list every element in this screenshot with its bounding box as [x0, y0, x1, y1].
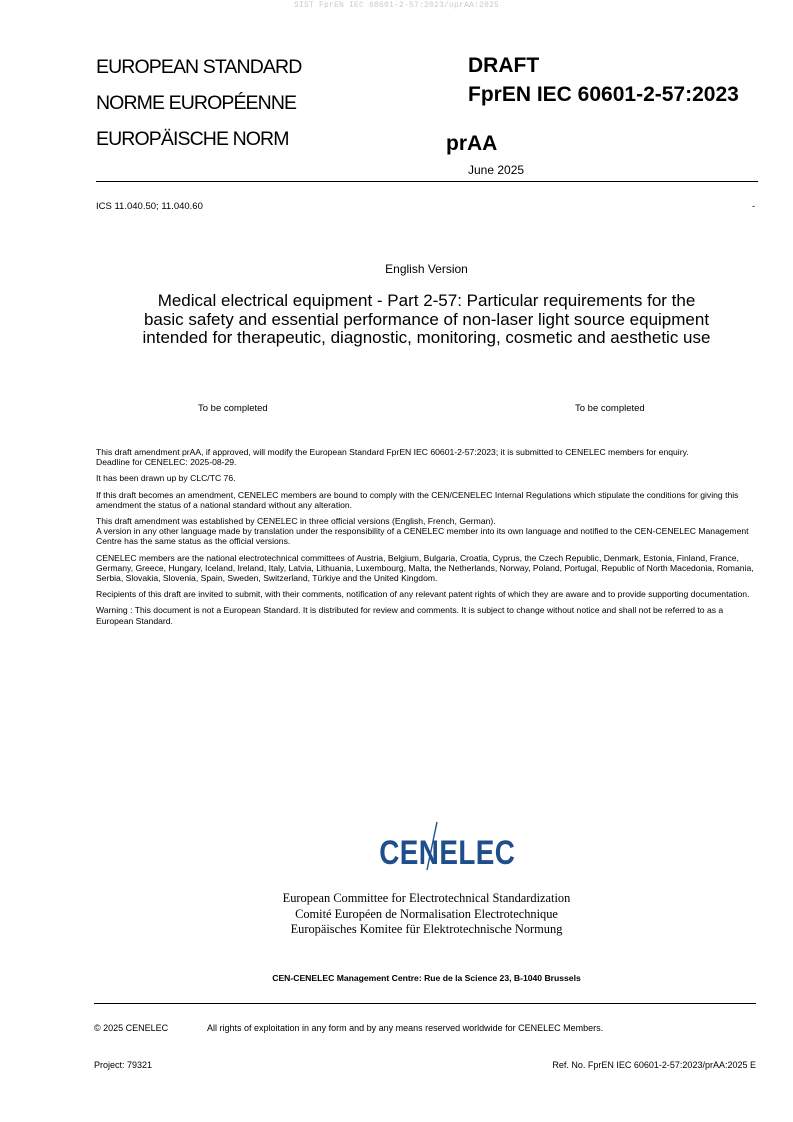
committee-name-german: Europäisches Komitee für Elektrotechnische Normung [290, 922, 563, 936]
paragraph-patents: Recipients of this draft are invited to submit, with their comments, notification of any relevant patent rights of which they are aware and to provide supporting documentation. [96, 589, 750, 600]
standard-name-english: EUROPEAN STANDARD [96, 56, 302, 78]
amendment-label: prAA [446, 132, 498, 155]
paragraph-submission [96, 447, 758, 467]
ics-codes: ICS 11.040.50; 11.040.60 [96, 201, 203, 212]
ics-right-marker: - [752, 201, 756, 212]
paragraph-versions [96, 516, 758, 547]
watermark: SIST FprEN IEC 60601-2-57:2023/oprAA:2025 [293, 1, 500, 10]
committee-name-french: Comité Européen de Normalisation Electrotechnique [295, 906, 558, 921]
paragraph-submission-text: This draft amendment prAA, if approved, will modify the European Standard FprEN IEC 60601-2-57:2023; it is submitted to CENELEC members for enquiry. [96, 447, 689, 457]
committee-names [0, 891, 793, 938]
paragraph-versions-official: This draft amendment was established by CENELEC in three official versions (English, French, German). [96, 516, 496, 527]
reference-number: Ref. No. FprEN IEC 60601-2-57:2023/prAA:2025 E [552, 1060, 756, 1070]
copyright: © 2025 CENELEC [94, 1023, 169, 1033]
standard-name-german: EUROPÄISCHE NORM [96, 128, 289, 150]
paragraph-regulations: If this draft becomes an amendment, CENELEC members are bound to comply with the CEN/CENELEC Internal Regulations which stipulate the conditions for giving this amendment the status of a national standard without any alteration. [96, 489, 739, 510]
project-number: Project: 79321 [94, 1060, 153, 1070]
header-divider [96, 181, 758, 182]
paragraph-committee: It has been drawn up by CLC/TC 76. [96, 473, 236, 484]
to-be-completed-right: To be completed [575, 403, 645, 414]
management-centre-address: CEN-CENELEC Management Centre: Rue de la Science 23, B-1040 Brussels [272, 973, 581, 983]
cenelec-logo [367, 820, 516, 872]
paragraph-deadline: Deadline for CENELEC: 2025-08-29. [96, 457, 237, 468]
paragraph-members: CENELEC members are the national electrotechnical committees of Austria, Belgium, Bulgaria, Croatia, Cyprus, the Czech Republic, Denmark, Estonia, Finland, France, Germany, Greece, Hungary, Iceland, Ireland, Italy, Latvia, Lithuania, Luxembourg, Malta, the Netherlands, Norway, Poland, Portugal, Republic of North Macedonia, Romania, Serbia, Slovakia, Slovenia, Spain, Sweden, Switzerland, Türkiye and the United Kingdom. [96, 552, 754, 584]
paragraph-versions-translation: A version in any other language made by translation under the responsibility of a CENELEC member into its own language and notified to the CEN-CENELEC Management Centre has the same status as the official versions. [96, 526, 749, 547]
standard-name-french: NORME EUROPÉENNE [96, 92, 297, 114]
draft-label: DRAFT [468, 54, 540, 77]
language-version: English Version [385, 262, 468, 276]
to-be-completed-left: To be completed [198, 403, 268, 414]
draft-date: June 2025 [468, 163, 525, 177]
committee-name-english: European Committee for Electrotechnical Standardization [282, 891, 571, 905]
paragraph-warning: Warning : This document is not a European Standard. It is distributed for review and comments. It is subject to change without notice and shall not be referred to as a European Standard. [96, 605, 724, 626]
document-title: Medical electrical equipment - Part 2-57: Particular requirements for the basic safety and essential performance of non-laser light source equipment intended for therapeutic, diagnostic, monitoring, cosmetic and aesthetic use [142, 291, 711, 347]
enquiry-notice-body [96, 447, 758, 632]
footer-divider [94, 1003, 756, 1004]
draft-number: FprEN IEC 60601-2-57:2023 [468, 83, 739, 106]
logo-wordmark: CENELEC [379, 834, 516, 872]
rights-statement: All rights of exploitation in any form and by any means reserved worldwide for CENELEC Members. [207, 1023, 604, 1033]
